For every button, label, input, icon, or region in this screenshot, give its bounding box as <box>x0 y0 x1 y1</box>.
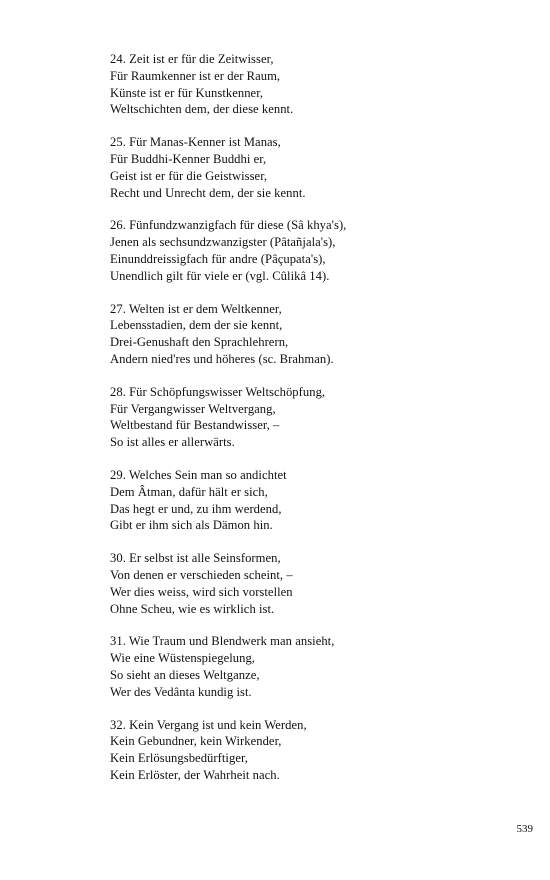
verse-line: Von denen er verschieden scheint, – <box>110 567 293 582</box>
verse-line: 28. Für Schöpfungswisser Weltschöpfung, <box>110 384 326 399</box>
stanza <box>110 467 510 534</box>
verse-line: 30. Er selbst ist alle Seinsformen, <box>110 551 281 566</box>
verse-block <box>110 51 510 800</box>
verse-line: Andern nied'res und höheres (sc. Brahman). <box>110 351 334 366</box>
verse-line: Recht und Unrecht dem, der sie kennt. <box>110 185 306 200</box>
verse-line: Für Vergangwisser Weltvergang, <box>110 401 276 416</box>
verse-line: Wer dies weiss, wird sich vorstellen <box>110 584 293 599</box>
verse-line: 31. Wie Traum und Blendwerk man ansieht, <box>110 634 335 649</box>
verse-line: 24. Zeit ist er für die Zeitwisser, <box>110 52 274 66</box>
verse-line: So sieht an dieses Weltganze, <box>110 667 260 682</box>
verse-line: 29. Welches Sein man so andichtet <box>110 467 287 482</box>
verse-line: Weltschichten dem, der diese kennt. <box>110 102 294 117</box>
verse-line: Für Raumkenner ist er der Raum, <box>110 68 281 83</box>
stanza <box>110 633 510 700</box>
verse-line: Wer des Vedânta kundig ist. <box>110 684 252 699</box>
verse-line: Ohne Scheu, wie es wirklich ist. <box>110 601 275 616</box>
verse-line: 25. Für Manas-Kenner ist Manas, <box>110 135 281 150</box>
verse-line: Kein Gebundner, kein Wirkender, <box>110 734 282 749</box>
stanza <box>110 717 510 784</box>
verse-line: Wie eine Wüstenspiegelung, <box>110 651 255 666</box>
verse-line: Für Buddhi-Kenner Buddhi er, <box>110 151 267 166</box>
stanza <box>110 301 510 368</box>
verse-line: Geist ist er für die Geistwisser, <box>110 168 268 183</box>
verse-line: Kein Erlöster, der Wahrheit nach. <box>110 767 280 782</box>
verse-line: Kein Erlösungsbedürftiger, <box>110 751 248 766</box>
verse-line: Unendlich gilt für viele er (vgl. Cûlikâ 14). <box>110 268 330 283</box>
stanza <box>110 384 510 451</box>
verse-line: Einunddreissigfach für andre (Pâçupata's), <box>110 251 326 266</box>
verse-line: 27. Welten ist er dem Weltkenner, <box>110 301 282 316</box>
verse-line: Dem Âtman, dafür hält er sich, <box>110 484 268 499</box>
verse-line: Das hegt er und, zu ihm werdend, <box>110 501 282 516</box>
stanza <box>110 217 510 284</box>
verse-line: Gibt er ihm sich als Dämon hin. <box>110 518 273 533</box>
verse-line: Lebensstadien, dem der sie kennt, <box>110 318 283 333</box>
stanza <box>110 51 510 118</box>
stanza <box>110 550 510 617</box>
verse-line: Jenen als sechsundzwanzigster (Pâtañjala's), <box>110 235 336 250</box>
verse-line: Künste ist er für Kunstkenner, <box>110 85 264 100</box>
verse-line: 32. Kein Vergang ist und kein Werden, <box>110 717 307 732</box>
verse-line: So ist alles er allerwärts. <box>110 435 235 450</box>
verse-line: 26. Fünfundzwanzigfach für diese (Sâ khya's), <box>110 218 347 233</box>
verse-line: Weltbestand für Bestandwisser, – <box>110 418 280 433</box>
verse-line: Drei-Genushaft den Sprachlehrern, <box>110 335 289 350</box>
stanza <box>110 134 510 201</box>
page-number: 539 <box>516 823 533 835</box>
